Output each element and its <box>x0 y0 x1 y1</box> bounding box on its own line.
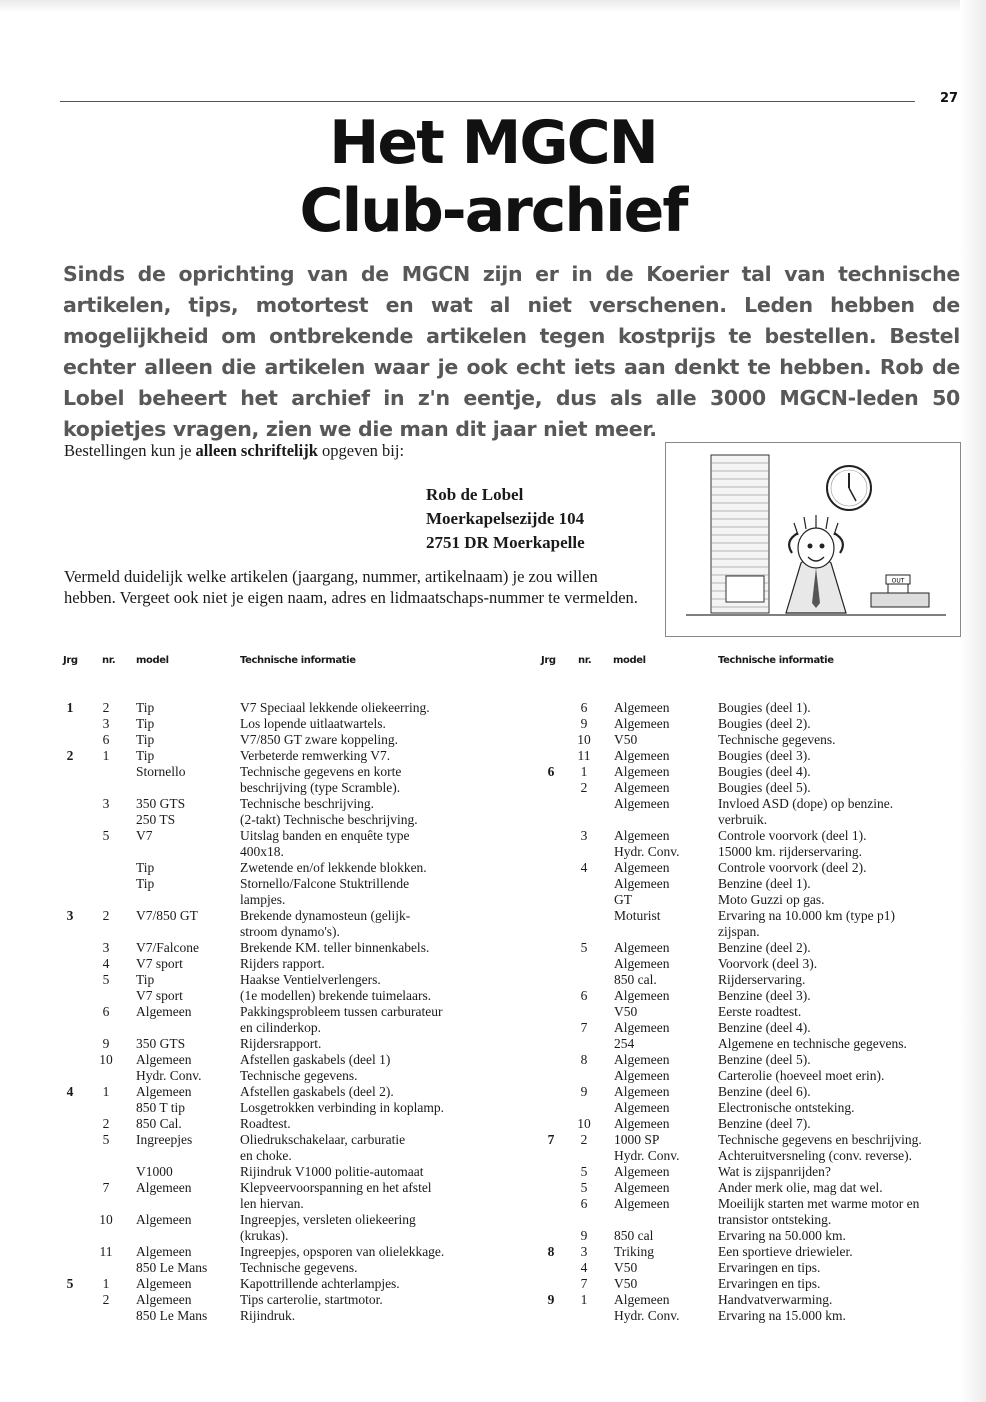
cell-nr: 6 <box>580 988 588 1003</box>
cell-info: Benzine (deel 7). <box>718 1116 811 1131</box>
cell-model: V1000 <box>136 1164 173 1179</box>
cell-model: Tip <box>136 876 155 891</box>
cell-model: Tip <box>136 732 155 747</box>
cell-model: Algemeen <box>614 796 670 811</box>
cell-nr: 7 <box>580 1276 588 1291</box>
cell-nr: 10 <box>577 1116 591 1131</box>
cell-info: Los lopende uitlaatwartels. <box>240 716 386 731</box>
cell-info: Bougies (deel 5). <box>718 780 811 795</box>
cell-info: Eerste roadtest. <box>718 1004 802 1019</box>
cell-model: Stornello <box>136 764 186 779</box>
cell-model: Tip <box>136 716 155 731</box>
cell-model: Hydr. Conv. <box>614 1148 680 1163</box>
cell-info: stroom dynamo's). <box>240 924 340 939</box>
cell-nr: 2 <box>102 1116 110 1131</box>
cell-info: (2-takt) Technische beschrijving. <box>240 812 418 827</box>
cell-info: Technische beschrijving. <box>240 796 375 811</box>
cell-model: Algemeen <box>136 1052 192 1067</box>
right-header-jrg: Jrg <box>541 655 556 666</box>
cell-model: Tip <box>136 748 155 763</box>
address-block <box>426 483 585 555</box>
cell-info: 400x18. <box>240 844 284 859</box>
cell-info: Benzine (deel 3). <box>718 988 811 1003</box>
cell-model: Algemeen <box>614 1020 670 1035</box>
cell-nr: 1 <box>102 1276 110 1291</box>
cell-info: Rijders rapport. <box>240 956 325 971</box>
top-shadow <box>0 0 986 12</box>
cell-model: Algemeen <box>614 700 670 715</box>
cell-model: Hydr. Conv. <box>614 844 680 859</box>
cell-info: en choke. <box>240 1148 292 1163</box>
cell-info: Invloed ASD (dope) op benzine. <box>718 796 894 811</box>
cell-info: Bougies (deel 3). <box>718 748 811 763</box>
cell-info: zijspan. <box>718 924 760 939</box>
cell-model: V7 sport <box>136 988 183 1003</box>
cell-model: 850 cal. <box>614 972 657 987</box>
cell-info: Ervaring na 15.000 km. <box>718 1308 846 1323</box>
cell-info: 15000 km. rijderservaring. <box>718 844 862 859</box>
cell-model: Algemeen <box>614 876 670 891</box>
cell-model: Algemeen <box>614 1068 670 1083</box>
cell-info: Voorvork (deel 3). <box>718 956 818 971</box>
cell-model: Algemeen <box>614 1180 670 1195</box>
order-prefix: Bestellingen kun je <box>64 441 196 460</box>
cell-info: Benzine (deel 1). <box>718 876 811 891</box>
cell-model: Algemeen <box>614 748 670 763</box>
tray-label: OUT <box>891 577 905 585</box>
cell-model: Algemeen <box>614 1196 670 1211</box>
cell-nr: 4 <box>580 860 588 875</box>
cell-info: Rijdersrapport. <box>240 1036 322 1051</box>
cell-nr: 1 <box>102 748 110 763</box>
cell-info: Moeilijk starten met warme motor en <box>718 1196 920 1211</box>
stressed-man-icon <box>786 515 846 613</box>
cell-nr: 9 <box>102 1036 110 1051</box>
cell-info: Rijderservaring. <box>718 972 806 987</box>
cell-nr: 3 <box>580 1244 588 1259</box>
order-emphasis: alleen schriftelijk <box>195 441 318 460</box>
cell-info: Technische gegevens. <box>718 732 836 747</box>
cell-model: Algemeen <box>614 764 670 779</box>
header-rule <box>60 101 915 102</box>
cell-model: 350 GTS <box>136 1036 186 1051</box>
cell-model: Algemeen <box>136 1212 192 1227</box>
cell-nr: 3 <box>102 716 110 731</box>
right-header-info: Technische informatie <box>718 655 834 666</box>
right-header-nr: nr. <box>578 655 592 666</box>
cell-model: Ingreepjes <box>136 1132 193 1147</box>
cell-info: Pakkingsprobleem tussen carburateur <box>240 1004 443 1019</box>
cell-nr: 4 <box>102 956 110 971</box>
cell-model: 250 TS <box>136 812 176 827</box>
cell-nr: 5 <box>580 1180 588 1195</box>
cell-nr: 2 <box>102 700 110 715</box>
cell-jrg: 7 <box>547 1132 555 1147</box>
cell-model: Algemeen <box>614 1052 670 1067</box>
cell-model: Algemeen <box>614 1116 670 1131</box>
cell-info: Haakse Ventielverlengers. <box>240 972 381 987</box>
cell-info: Ervaring na 10.000 km (type p1) <box>718 908 895 923</box>
cell-info: Tips carterolie, startmotor. <box>240 1292 383 1307</box>
cell-model: V50 <box>614 1260 638 1275</box>
cell-nr: 1 <box>102 1084 110 1099</box>
cell-model: Algemeen <box>614 956 670 971</box>
title-line-1: Het MGCN <box>329 108 657 178</box>
cell-nr: 6 <box>580 1196 588 1211</box>
cell-model: Algemeen <box>614 860 670 875</box>
cell-nr: 7 <box>102 1180 110 1195</box>
cell-nr: 4 <box>580 1260 588 1275</box>
cell-nr: 9 <box>580 1084 588 1099</box>
cell-info: Brekende KM. teller binnenkabels. <box>240 940 430 955</box>
order-instructions <box>64 441 404 461</box>
cell-nr: 2 <box>580 1132 588 1147</box>
cell-model: 850 Cal. <box>136 1116 182 1131</box>
cell-info: Kapottrillende achterlampjes. <box>240 1276 400 1291</box>
address-name: Rob de Lobel <box>426 485 524 504</box>
cell-info: Ervaringen en tips. <box>718 1260 821 1275</box>
cell-model: Algemeen <box>614 940 670 955</box>
title-line-2: Club-archief <box>299 176 687 246</box>
cell-model: 850 cal <box>614 1228 654 1243</box>
cell-info: Afstellen gaskabels (deel 2). <box>240 1084 394 1099</box>
cell-info: Controle voorvork (deel 2). <box>718 860 867 875</box>
page-number: 27 <box>940 91 959 106</box>
order-note: Vermeld duidelijk welke artikelen (jaargang, nummer, artikelnaam) je zou willen hebben. Vergeet ook niet je eigen naam, adres en lidmaatschaps-nummer te vermelden. <box>64 567 638 607</box>
cell-info: Handvatverwarming. <box>718 1292 833 1307</box>
cell-model: 850 T tip <box>136 1100 186 1115</box>
cell-nr: 2 <box>102 908 110 923</box>
cell-model: V50 <box>614 1004 638 1019</box>
cell-nr: 6 <box>102 1004 110 1019</box>
cell-info: Afstellen gaskabels (deel 1) <box>240 1052 391 1067</box>
cell-info: Een sportieve driewieler. <box>718 1244 853 1259</box>
right-header-model: model <box>613 655 646 666</box>
cell-model: Algemeen <box>614 988 670 1003</box>
cell-model: 850 Le Mans <box>136 1308 208 1323</box>
cell-nr: 10 <box>99 1052 113 1067</box>
cell-info: Zwetende en/of lekkende blokken. <box>240 860 427 875</box>
cell-info: transistor ontsteking. <box>718 1212 832 1227</box>
cell-model: 1000 SP <box>614 1132 660 1147</box>
cell-jrg: 6 <box>547 764 555 779</box>
cell-info: Benzine (deel 6). <box>718 1084 811 1099</box>
cell-nr: 3 <box>102 940 110 955</box>
cell-nr: 5 <box>102 972 110 987</box>
cell-info: Technische gegevens. <box>240 1260 358 1275</box>
cell-info: Electronische ontsteking. <box>718 1100 855 1115</box>
cell-info: Benzine (deel 2). <box>718 940 811 955</box>
cell-model: Triking <box>614 1244 655 1259</box>
cell-nr: 5 <box>102 1132 110 1147</box>
cell-info: Brekende dynamosteun (gelijk- <box>240 908 411 923</box>
left-header-nr: nr. <box>102 655 116 666</box>
cell-model: Algemeen <box>614 716 670 731</box>
cell-nr: 6 <box>580 700 588 715</box>
left-header-info: Technische informatie <box>240 655 356 666</box>
cell-info: Ingreepjes, opsporen van olielekkage. <box>240 1244 445 1259</box>
cell-info: Verbeterde remwerking V7. <box>240 748 391 763</box>
cell-model: Algemeen <box>136 1180 192 1195</box>
cell-info: Stornello/Falcone Stuktrillende <box>240 876 410 891</box>
cell-jrg: 2 <box>66 748 74 763</box>
address-city: 2751 DR Moerkapelle <box>426 533 585 552</box>
cell-info: Roadtest. <box>240 1116 291 1131</box>
cell-nr: 1 <box>580 764 588 779</box>
cell-info: len hiervan. <box>240 1196 304 1211</box>
cell-model: V50 <box>614 1276 638 1291</box>
cell-model: 350 GTS <box>136 796 186 811</box>
intro-paragraph: Sinds de oprichting van de MGCN zijn er in de Koerier tal van technische artikelen, tips, motortest en wat al niet verschenen. Leden hebben de mogelijkheid om ontbrekende artikelen tegen kostprijs te bestellen. Bestel echter alleen die artikelen waar je ook echt iets aan denkt te hebben. Rob de Lobel beheert het archief in z'n eentje, dus als alle 3000 MGCN-leden 50 kopietjes vragen, zien we die man dit jaar niet meer. <box>63 262 960 441</box>
cell-model: Tip <box>136 860 155 875</box>
order-suffix: opgeven bij: <box>317 441 405 460</box>
cell-nr: 6 <box>102 732 110 747</box>
cell-nr: 11 <box>99 1244 113 1259</box>
cell-nr: 3 <box>580 828 588 843</box>
cell-info: Rijindruk. <box>240 1308 296 1323</box>
cell-jrg: 9 <box>547 1292 555 1307</box>
cell-nr: 2 <box>102 1292 110 1307</box>
cell-info: lampjes. <box>240 892 286 907</box>
cell-model: Moturist <box>614 908 661 923</box>
cell-info: Bougies (deel 1). <box>718 700 811 715</box>
cell-model: Algemeen <box>136 1276 192 1291</box>
cell-nr: 9 <box>580 716 588 731</box>
cell-jrg: 8 <box>547 1244 555 1259</box>
cell-info: Technische gegevens en beschrijving. <box>718 1132 922 1147</box>
cell-info: (1e modellen) brekende tuimelaars. <box>240 988 432 1003</box>
cell-nr: 7 <box>580 1020 588 1035</box>
cell-model: Tip <box>136 972 155 987</box>
cell-info: Klepveervoorspanning en het afstel <box>240 1180 432 1195</box>
cell-model: V7 <box>136 828 153 843</box>
left-header-jrg: Jrg <box>63 655 78 666</box>
cell-info: verbruik. <box>718 812 768 827</box>
cell-model: Algemeen <box>614 1100 670 1115</box>
cell-model: 850 Le Mans <box>136 1260 208 1275</box>
cell-info: Wat is zijspanrijden? <box>718 1164 831 1179</box>
cell-info: Technische gegevens en korte <box>240 764 402 779</box>
cell-info: Benzine (deel 4). <box>718 1020 811 1035</box>
cell-jrg: 3 <box>66 908 74 923</box>
wall-clock-icon <box>827 466 871 510</box>
cell-nr: 5 <box>102 828 110 843</box>
cell-model: Algemeen <box>614 1292 670 1307</box>
cell-info: Benzine (deel 5). <box>718 1052 811 1067</box>
cell-info: en cilinderkop. <box>240 1020 321 1035</box>
cell-nr: 8 <box>580 1052 588 1067</box>
paper-stack-icon <box>711 455 769 613</box>
cell-jrg: 4 <box>66 1084 74 1099</box>
cell-model: Tip <box>136 700 155 715</box>
cell-info: Ervaring na 50.000 km. <box>718 1228 846 1243</box>
cell-info: Uitslag banden en enquête type <box>240 828 410 843</box>
out-tray-icon <box>871 575 929 607</box>
cell-nr: 1 <box>580 1292 588 1307</box>
cell-info: Losgetrokken verbinding in koplamp. <box>240 1100 444 1115</box>
cell-model: Algemeen <box>614 780 670 795</box>
cell-model: Algemeen <box>136 1244 192 1259</box>
cell-model: Algemeen <box>136 1292 192 1307</box>
address-street: Moerkapelsezijde 104 <box>426 509 585 528</box>
cartoon-illustration <box>665 442 961 637</box>
cell-model: Hydr. Conv. <box>614 1308 680 1323</box>
cell-info: Ingreepjes, versleten oliekeering <box>240 1212 416 1227</box>
cell-model: Algemeen <box>136 1084 192 1099</box>
cell-info: beschrijving (type Scramble). <box>240 780 401 795</box>
cell-info: Algemene en technische gegevens. <box>718 1036 907 1051</box>
cell-nr: 10 <box>577 732 591 747</box>
cell-model: Hydr. Conv. <box>136 1068 202 1083</box>
cell-info: V7 Speciaal lekkende oliekeerring. <box>240 700 430 715</box>
cell-model: V7/850 GT <box>136 908 198 923</box>
cell-info: Controle voorvork (deel 1). <box>718 828 867 843</box>
cell-model: V50 <box>614 732 638 747</box>
cell-model: V7 sport <box>136 956 183 971</box>
cell-nr: 5 <box>580 1164 588 1179</box>
cell-nr: 10 <box>99 1212 113 1227</box>
cell-model: V7/Falcone <box>136 940 199 955</box>
cell-nr: 2 <box>580 780 588 795</box>
cell-jrg: 5 <box>66 1276 74 1291</box>
cell-nr: 3 <box>102 796 110 811</box>
cell-info: Bougies (deel 4). <box>718 764 811 779</box>
cell-info: V7/850 GT zware koppeling. <box>240 732 398 747</box>
cell-jrg: 1 <box>66 700 74 715</box>
cell-info: (krukas). <box>240 1228 289 1243</box>
cell-info: Ervaringen en tips. <box>718 1276 821 1291</box>
cell-model: 254 <box>614 1036 635 1051</box>
cell-info: Rijindruk V1000 politie-automaat <box>240 1164 424 1179</box>
cell-model: Algemeen <box>614 1084 670 1099</box>
cell-info: Bougies (deel 2). <box>718 716 811 731</box>
cell-model: Algemeen <box>614 1164 670 1179</box>
cell-model: Algemeen <box>614 828 670 843</box>
cell-info: Carterolie (hoeveel moet erin). <box>718 1068 885 1083</box>
cell-model: Algemeen <box>136 1004 192 1019</box>
cell-info: Achteruitversneling (conv. reverse). <box>718 1148 913 1163</box>
left-header-model: model <box>136 655 169 666</box>
cell-nr: 9 <box>580 1228 588 1243</box>
cell-info: Technische gegevens. <box>240 1068 358 1083</box>
cell-info: Moto Guzzi op gas. <box>718 892 825 907</box>
cell-info: Oliedrukschakelaar, carburatie <box>240 1132 406 1147</box>
cell-nr: 11 <box>577 748 591 763</box>
cell-info: Ander merk olie, mag dat wel. <box>718 1180 883 1195</box>
cell-nr: 5 <box>580 940 588 955</box>
cell-model: GT <box>614 892 632 907</box>
